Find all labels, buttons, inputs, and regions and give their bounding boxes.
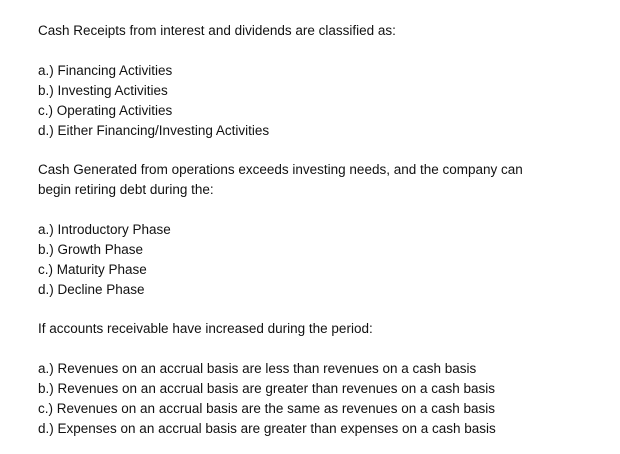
question-2-option-c: c.) Maturity Phase [38, 262, 147, 277]
question-3-option-d: d.) Expenses on an accrual basis are greater than expenses on a cash basis [38, 421, 496, 436]
question-1-option-d: d.) Either Financing/Investing Activities [38, 123, 270, 138]
question-1-option-a: a.) Financing Activities [38, 63, 173, 78]
question-2 [38, 160, 620, 300]
question-3-option-a: a.) Revenues on an accrual basis are less than revenues on a cash basis [38, 361, 477, 376]
question-3-option-b: b.) Revenues on an accrual basis are greater than revenues on a cash basis [38, 381, 496, 396]
question-1 [38, 21, 620, 141]
question-3-text: If accounts receivable have increased during the period: [38, 321, 373, 336]
question-2-text: Cash Generated from operations exceeds investing needs, and the company can begin retiring debt during the: [38, 162, 523, 197]
question-1-text: Cash Receipts from interest and dividends are classified as: [38, 23, 396, 38]
question-2-options [38, 220, 620, 300]
question-3-options [38, 359, 620, 439]
question-2-option-a: a.) Introductory Phase [38, 222, 171, 237]
question-1-option-c: c.) Operating Activities [38, 103, 173, 118]
question-1-options [38, 61, 620, 141]
question-2-option-b: b.) Growth Phase [38, 242, 144, 257]
question-3 [38, 319, 620, 439]
question-2-option-d: d.) Decline Phase [38, 282, 145, 297]
question-1-option-b: b.) Investing Activities [38, 83, 168, 98]
question-3-option-c: c.) Revenues on an accrual basis are the same as revenues on a cash basis [38, 401, 496, 416]
